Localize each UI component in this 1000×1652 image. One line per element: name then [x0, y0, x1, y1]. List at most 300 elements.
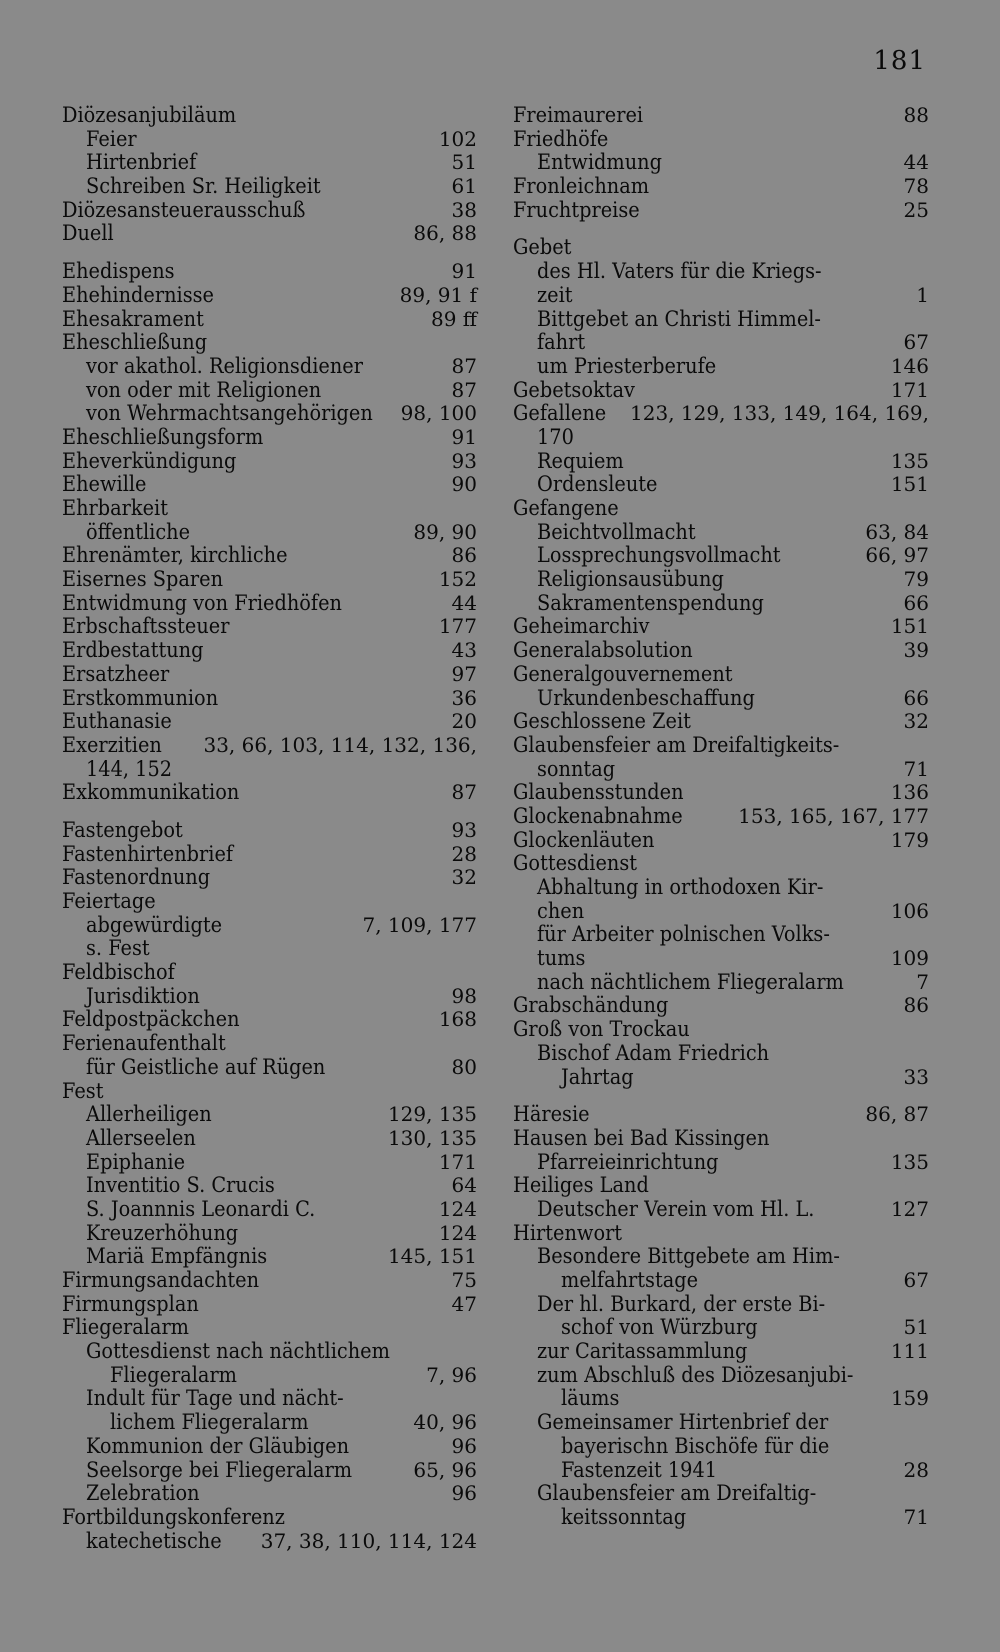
index-entry	[62, 473, 477, 497]
entry-page-refs: 33, 66, 103, 114, 132, 136,	[203, 732, 477, 757]
entry-term: Glaubensfeier am Dreifaltigkeits-	[513, 732, 840, 757]
entry-page-refs: 86, 88	[413, 221, 477, 246]
entry-term: Glaubensstunden	[513, 780, 684, 805]
entry-page-refs: 66	[903, 685, 929, 710]
entry-page-refs: 25	[903, 197, 929, 222]
entry-term: von Wehrmachtsangehörigen	[86, 401, 373, 426]
index-entry	[513, 663, 929, 687]
entry-page-refs: 61	[451, 174, 477, 199]
entry-term: Fastenzeit 1941	[561, 1457, 718, 1482]
entry-term: Ehehindernisse	[62, 282, 214, 307]
entry-term: Feiertage	[62, 889, 156, 913]
index-entry	[513, 615, 929, 639]
index-entry	[513, 1411, 929, 1435]
index-entry	[513, 1293, 929, 1317]
entry-term: zur Caritassammlung	[537, 1339, 748, 1364]
entry-page-refs: 37, 38, 110, 114, 124	[260, 1528, 477, 1553]
entry-page-refs: 7, 109, 177	[362, 912, 477, 937]
entry-term: Gebet	[513, 235, 572, 260]
entry-term: keitssonntag	[561, 1504, 687, 1529]
entry-term: Beichtvollmacht	[537, 519, 696, 544]
entry-page-refs: 93	[451, 817, 477, 842]
index-entry	[62, 1174, 477, 1198]
entry-term: lichem Fliegeralarm	[110, 1410, 309, 1435]
index-entry	[513, 331, 929, 355]
index-entry	[513, 426, 929, 450]
index-entry	[62, 1411, 477, 1435]
index-entry	[62, 843, 477, 867]
index-entry	[513, 402, 929, 426]
entry-page-refs: 71	[903, 1504, 929, 1529]
entry-page-refs: 64	[451, 1173, 477, 1198]
entry-term: Jahrtag	[561, 1064, 634, 1089]
entry-term: Bischof Adam Friedrich	[537, 1040, 770, 1065]
entry-term: Ehrbarkeit	[62, 496, 168, 520]
index-entry	[62, 1008, 477, 1032]
entry-term: zeit	[537, 282, 573, 307]
index-entry	[513, 1387, 929, 1411]
entry-page-refs: 78	[903, 174, 929, 199]
entry-term: Eheschließungsform	[62, 424, 264, 449]
index-entry	[513, 521, 929, 545]
index-entry	[513, 151, 929, 175]
entry-page-refs: 91	[451, 259, 477, 284]
entry-term: Gebetsoktav	[513, 377, 635, 402]
entry-page-refs: 28	[903, 1457, 929, 1482]
entry-page-refs: 71	[903, 756, 929, 781]
entry-term: des Hl. Vaters für die Kriegs-	[537, 259, 822, 284]
index-entry	[513, 829, 929, 853]
index-entry	[513, 1103, 929, 1127]
index-entry	[62, 151, 477, 175]
entry-term: Diözesansteuerausschuß	[62, 197, 306, 222]
entry-term: Fastenhirtenbrief	[62, 841, 234, 866]
index-entry	[62, 866, 477, 890]
index-entry	[513, 1245, 929, 1269]
entry-term: Gefallene	[513, 401, 607, 426]
index-entry	[513, 104, 929, 128]
index-entry	[513, 128, 929, 152]
entry-page-refs: 111	[890, 1339, 929, 1364]
entry-page-refs: 93	[451, 448, 477, 473]
page-number: 181	[873, 46, 926, 76]
entry-term: Erbschaftssteuer	[62, 614, 230, 639]
entry-page-refs: 171	[890, 377, 929, 402]
index-entry	[62, 758, 477, 782]
index-entry	[62, 1482, 477, 1506]
index-entry	[513, 1198, 929, 1222]
entry-term: Fastenordnung	[62, 865, 211, 890]
entry-page-refs: 65, 96	[413, 1457, 477, 1482]
entry-page-refs: 127	[890, 1196, 929, 1221]
entry-term: Epiphanie	[86, 1149, 186, 1174]
entry-page-refs: 67	[903, 1268, 929, 1292]
index-entry	[513, 1018, 929, 1042]
index-entry	[513, 900, 929, 924]
index-entry	[62, 284, 477, 308]
index-entry	[513, 639, 929, 663]
entry-page-refs: 66, 97	[865, 543, 929, 568]
entry-term: Häresie	[513, 1102, 590, 1127]
index-entry	[62, 1245, 477, 1269]
entry-page-refs: 89 ff	[430, 306, 477, 331]
index-entry	[62, 781, 477, 805]
index-entry	[513, 284, 929, 308]
index-entry	[513, 781, 929, 805]
entry-term: Feier	[86, 126, 137, 151]
index-entry	[513, 544, 929, 568]
entry-term: Groß von Trockau	[513, 1017, 690, 1042]
entry-term: fahrt	[537, 330, 586, 355]
index-entry	[62, 402, 477, 426]
entry-page-refs: 40, 96	[413, 1410, 477, 1435]
entry-term: nach nächtlichem Fliegeralarm	[537, 969, 844, 994]
entry-term: Gottesdienst	[513, 851, 638, 876]
entry-page-refs: 129, 135	[387, 1102, 477, 1127]
entry-page-refs: 86	[451, 543, 477, 568]
entry-page-refs: 88	[903, 103, 929, 127]
entry-term: Fliegeralarm	[110, 1362, 238, 1387]
entry-page-refs: 44	[451, 590, 477, 615]
index-entry	[62, 734, 477, 758]
index-entry	[513, 260, 929, 284]
index-entry	[62, 1364, 477, 1388]
index-entry	[62, 308, 477, 332]
entry-term: Feldpostpäckchen	[62, 1007, 240, 1032]
index-entry	[513, 734, 929, 758]
index-entry	[62, 961, 477, 985]
index-entry	[513, 852, 929, 876]
index-entry	[513, 1066, 929, 1090]
index-entry	[62, 355, 477, 379]
index-entry	[513, 1151, 929, 1175]
index-entry	[513, 199, 929, 223]
entry-term: Inventitio S. Crucis	[86, 1173, 275, 1198]
entry-term: Eheverkündigung	[62, 448, 237, 473]
entry-page-refs: 179	[890, 827, 929, 852]
entry-page-refs: 124	[438, 1196, 477, 1221]
entry-page-refs: 86	[903, 993, 929, 1018]
entry-term: Exerzitien	[62, 732, 162, 757]
index-entry	[62, 1506, 477, 1530]
index-entry	[513, 1174, 929, 1198]
entry-term: Fastengebot	[62, 817, 183, 842]
index-entry	[513, 687, 929, 711]
index-entry	[513, 450, 929, 474]
entry-page-refs: 89, 91 f	[399, 282, 477, 307]
index-entry	[513, 1506, 929, 1530]
entry-term: 144, 152	[86, 756, 173, 781]
entry-term: Fronleichnam	[513, 174, 650, 199]
entry-page-refs: 102	[438, 126, 477, 151]
index-column-right	[513, 104, 929, 1530]
index-entry	[513, 1364, 929, 1388]
entry-page-refs: 87	[451, 377, 477, 402]
entry-page-refs: 89, 90	[413, 519, 477, 544]
index-entry	[62, 222, 477, 246]
entry-term: Urkundenbeschaffung	[537, 685, 755, 710]
entry-term: chen	[537, 898, 585, 923]
index-entry	[62, 426, 477, 450]
index-entry	[513, 971, 929, 995]
entry-page-refs: 80	[451, 1054, 477, 1079]
index-entry	[62, 568, 477, 592]
index-entry	[513, 1459, 929, 1483]
entry-page-refs: 28	[451, 841, 477, 866]
index-entry	[62, 544, 477, 568]
index-entry	[62, 1222, 477, 1246]
index-entry	[62, 1056, 477, 1080]
index-entry	[513, 1482, 929, 1506]
index-entry	[62, 914, 477, 938]
index-entry	[62, 687, 477, 711]
entry-page-refs: 124	[438, 1220, 477, 1245]
entry-term: Heiliges Land	[513, 1173, 649, 1198]
entry-term: s. Fest	[86, 936, 150, 961]
index-entry	[513, 805, 929, 829]
entry-page-refs: 66	[903, 590, 929, 615]
entry-term: Freimaurerei	[513, 103, 644, 127]
entry-page-refs: 90	[451, 472, 477, 497]
index-entry	[62, 663, 477, 687]
index-entry	[513, 710, 929, 734]
entry-term: Diözesanjubiläum	[62, 103, 237, 127]
entry-term: Abhaltung in orthodoxen Kir-	[537, 875, 824, 899]
index-entry	[62, 1151, 477, 1175]
entry-term: Glockenabnahme	[513, 803, 683, 828]
entry-page-refs: 96	[451, 1481, 477, 1506]
entry-term: Ersatzheer	[62, 661, 170, 686]
entry-page-refs: 36	[451, 685, 477, 710]
entry-term: Eheschließung	[62, 330, 208, 355]
entry-page-refs: 67	[903, 330, 929, 355]
entry-page-refs: 145, 151	[387, 1244, 477, 1269]
entry-term: Indult für Tage und nächt-	[86, 1386, 344, 1411]
entry-term: Religionsausübung	[537, 567, 724, 592]
index-entry	[513, 1127, 929, 1151]
entry-term: Zelebration	[86, 1481, 200, 1506]
index-entry	[62, 521, 477, 545]
entry-page-refs: 43	[451, 638, 477, 663]
entry-page-refs: 146	[890, 353, 929, 378]
index-entry	[513, 568, 929, 592]
index-entry	[62, 175, 477, 199]
entry-term: Hirtenbrief	[86, 150, 197, 175]
entry-term: Seelsorge bei Fliegeralarm	[86, 1457, 353, 1482]
entry-term: Fruchtpreise	[513, 197, 640, 222]
entry-term: Bittgebet an Christi Himmel-	[537, 306, 821, 331]
index-entry	[62, 937, 477, 961]
entry-term: Mariä Empfängnis	[86, 1244, 268, 1269]
entry-term: Ehedispens	[62, 259, 175, 284]
index-entry	[62, 1387, 477, 1411]
entry-term: Ferienaufenthalt	[62, 1031, 226, 1056]
index-entry	[62, 1080, 477, 1104]
entry-page-refs: 96	[451, 1433, 477, 1458]
entry-term: Besondere Bittgebete am Him-	[537, 1244, 840, 1269]
entry-page-refs: 20	[451, 709, 477, 734]
entry-term: sonntag	[537, 756, 616, 781]
entry-term: Generalgouvernement	[513, 661, 733, 686]
entry-page-refs: 98	[451, 983, 477, 1008]
index-entry	[62, 199, 477, 223]
entry-term: öffentliche	[86, 519, 191, 544]
entry-term: Allerseelen	[86, 1125, 196, 1150]
entry-term: Glaubensfeier am Dreifaltig-	[537, 1481, 817, 1506]
entry-term: Gefangene	[513, 496, 619, 520]
entry-term: abgewürdigte	[86, 912, 223, 937]
entry-term: von oder mit Religionen	[86, 377, 322, 402]
entry-term: Geschlossene Zeit	[513, 709, 691, 734]
entry-page-refs: 98, 100	[400, 401, 477, 426]
index-entry	[62, 1269, 477, 1293]
entry-term: Gemeinsamer Hirtenbrief der	[537, 1410, 829, 1435]
entry-page-refs: 159	[890, 1386, 929, 1411]
index-entry	[513, 497, 929, 521]
entry-term: für Arbeiter polnischen Volks-	[537, 922, 830, 947]
index-entry	[62, 1293, 477, 1317]
entry-page-refs: 135	[890, 1149, 929, 1174]
entry-term: um Priesterberufe	[537, 353, 717, 378]
entry-page-refs: 87	[451, 780, 477, 805]
entry-term: Firmungsplan	[62, 1291, 199, 1316]
entry-term: Ehewille	[62, 472, 147, 497]
index-entry	[513, 236, 929, 260]
entry-term: schof von Würzburg	[561, 1315, 758, 1340]
index-entry	[513, 175, 929, 199]
entry-term: Exkommunikation	[62, 780, 240, 805]
entry-term: Gottesdienst nach nächtlichem	[86, 1339, 390, 1364]
entry-term: Hausen bei Bad Kissingen	[513, 1125, 770, 1150]
entry-term: Kreuzerhöhung	[86, 1220, 239, 1245]
entry-term: für Geistliche auf Rügen	[86, 1054, 326, 1079]
index-entry	[62, 1459, 477, 1483]
entry-page-refs: 7, 96	[426, 1362, 477, 1387]
index-entry	[62, 1198, 477, 1222]
entry-term: Pfarreieinrichtung	[537, 1149, 719, 1174]
index-entry	[513, 1316, 929, 1340]
entry-term: Der hl. Burkard, der erste Bi-	[537, 1291, 826, 1316]
entry-page-refs: 152	[438, 567, 477, 592]
entry-term: Kommunion der Gläubigen	[86, 1433, 350, 1458]
entry-term: melfahrtstage	[561, 1268, 699, 1292]
entry-page-refs: 91	[451, 424, 477, 449]
entry-term: läums	[561, 1386, 620, 1411]
index-entry	[513, 1042, 929, 1066]
index-entry	[513, 592, 929, 616]
entry-page-refs: 75	[451, 1268, 477, 1292]
entry-term: zum Abschluß des Diözesanjubi-	[537, 1362, 854, 1387]
entry-page-refs: 33	[903, 1064, 929, 1089]
index-entry	[62, 1032, 477, 1056]
entry-page-refs: 51	[451, 150, 477, 175]
entry-term: Ehrenämter, kirchliche	[62, 543, 288, 568]
entry-term: Glockenläuten	[513, 827, 655, 852]
index-entry	[513, 923, 929, 947]
entry-page-refs: 63, 84	[865, 519, 929, 544]
entry-page-refs: 135	[890, 448, 929, 473]
entry-page-refs: 97	[451, 661, 477, 686]
entry-page-refs: 1	[916, 282, 929, 307]
entry-page-refs: 106	[890, 898, 929, 923]
index-column-left	[62, 104, 477, 1553]
index-entry	[62, 890, 477, 914]
entry-page-refs: 39	[903, 638, 929, 663]
entry-page-refs: 130, 135	[387, 1125, 477, 1150]
entry-page-refs: 123, 129, 133, 149, 164, 169,	[630, 401, 929, 426]
index-entry	[62, 615, 477, 639]
entry-page-refs: 44	[903, 150, 929, 175]
entry-term: Eisernes Sparen	[62, 567, 224, 592]
index-entry	[62, 497, 477, 521]
index-entry	[513, 1340, 929, 1364]
index-entry	[62, 985, 477, 1009]
entry-term: Feldbischof	[62, 960, 175, 985]
entry-term: Lossprechungsvollmacht	[537, 543, 781, 568]
entry-term: Erstkommunion	[62, 685, 219, 710]
index-entry	[62, 450, 477, 474]
entry-page-refs: 47	[451, 1291, 477, 1316]
entry-term: Deutscher Verein vom Hl. L.	[537, 1196, 815, 1221]
entry-page-refs: 79	[903, 567, 929, 592]
entry-term: Jurisdiktion	[86, 983, 200, 1008]
index-entry	[62, 379, 477, 403]
entry-term: Requiem	[537, 448, 624, 473]
index-entry	[513, 355, 929, 379]
entry-term: Generalabsolution	[513, 638, 693, 663]
index-entry	[62, 104, 477, 128]
entry-term: Friedhöfe	[513, 126, 609, 151]
entry-page-refs: 38	[451, 197, 477, 222]
index-entry	[513, 876, 929, 900]
entry-page-refs: 171	[438, 1149, 477, 1174]
index-entry	[513, 473, 929, 497]
index-entry	[513, 1435, 929, 1459]
entry-term: Geheimarchiv	[513, 614, 650, 639]
index-entry	[62, 1127, 477, 1151]
index-entry	[62, 1103, 477, 1127]
entry-term: Ehesakrament	[62, 306, 204, 331]
entry-term: Duell	[62, 221, 114, 246]
index-entry	[513, 994, 929, 1018]
entry-term: 170	[537, 424, 574, 449]
entry-term: Allerheiligen	[86, 1102, 212, 1127]
index-entry	[62, 331, 477, 355]
entry-term: Erdbestattung	[62, 638, 204, 663]
entry-page-refs: 51	[903, 1315, 929, 1340]
entry-page-refs: 151	[890, 472, 929, 497]
entry-term: Sakramentenspendung	[537, 590, 764, 615]
entry-term: Entwidmung	[537, 150, 662, 175]
entry-term: Euthanasie	[62, 709, 172, 734]
entry-term: bayerischn Bischöfe für die	[561, 1433, 830, 1458]
index-entry	[62, 1435, 477, 1459]
index-entry	[62, 1530, 477, 1554]
entry-page-refs: 32	[903, 709, 929, 734]
index-entry	[62, 260, 477, 284]
entry-term: Entwidmung von Friedhöfen	[62, 590, 342, 615]
index-entry	[62, 819, 477, 843]
entry-term: S. Joannnis Leonardi C.	[86, 1196, 316, 1221]
entry-page-refs: 168	[438, 1007, 477, 1032]
entry-term: tums	[537, 946, 586, 971]
index-entry	[513, 758, 929, 782]
index-entry	[62, 128, 477, 152]
entry-term: Fliegeralarm	[62, 1315, 190, 1340]
entry-page-refs: 177	[438, 614, 477, 639]
entry-page-refs: 151	[890, 614, 929, 639]
index-entry	[513, 379, 929, 403]
